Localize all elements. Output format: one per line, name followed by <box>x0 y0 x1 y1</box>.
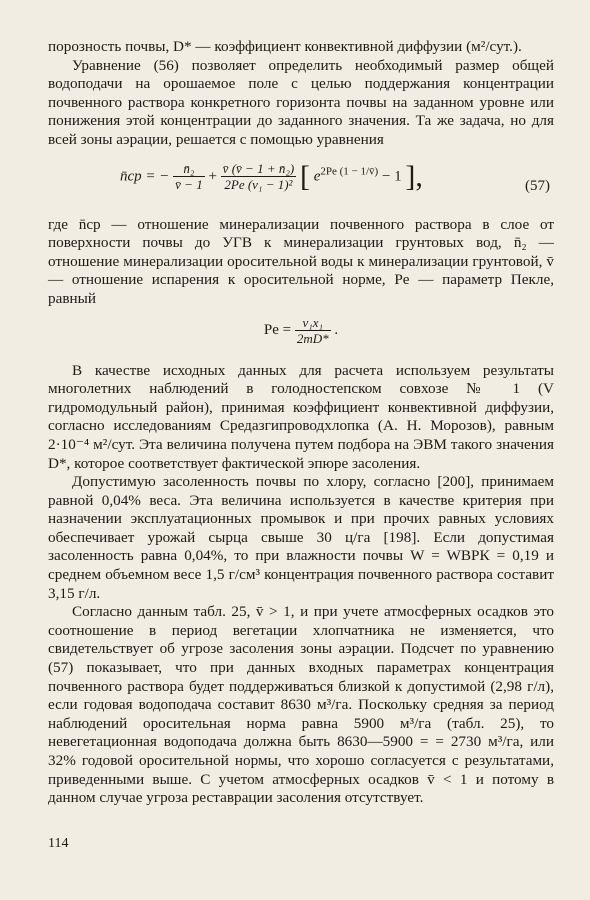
eq-fraction-2 <box>221 161 297 192</box>
pe-den: 2mD* <box>296 330 329 346</box>
equation-57 <box>48 156 554 214</box>
paragraph-definitions: где n̄ср — отношение минерализации почвенного раствора в слое от поверхности почвы до УГВ к минерализации грунтовых вод, n̄₂ — отношение минерализации оросительной воды к минерализации грунтовой, v̄ — отношение испарения к оросительной норме, Pe — параметр Пекле, равный <box>48 215 554 307</box>
paragraph-salinity: Допустимую засоленность почвы по хлору, согласно [200], принимаем равной 0,04% веса. Эта величина используется в качестве критерия при назначении эксплуатационных промывок и при прочих равных условиях обеспечивает урожай сырца свыше 30 ц/га [198]. Если допустимая засоленность равна 0,04%, то при влажности почвы W = WВРК = 0,19 и среднем объемном весе 1,5 г/см³ концентрация почвенного раствора составит 3,15 г/л. <box>48 473 554 602</box>
eq-exp-base: e <box>313 168 321 184</box>
equation-57-body <box>120 160 423 194</box>
pe-lhs: Pe = <box>263 321 292 338</box>
pe-num: v₁x₁ <box>295 315 331 331</box>
pe-tail: . <box>334 321 339 338</box>
eq-minus-one: − 1 <box>381 168 402 184</box>
eq-bracket-open: [ <box>299 159 310 193</box>
eq-f2-num: v̄ (v̄ − 1 + n̄₂) <box>222 161 295 177</box>
paragraph-results: Согласно данным табл. 25, v̄ > 1, и при учете атмосферных осадков это соотношение в период вегетации хлопчатника не изменяется, что свидетельствует об угрозе засоления зоны аэрации. Подсчет по уравнению (57) показывает, что при данных входных параметрах концентрация почвенного раствора будет поддерживаться близкой к допустимой (2,98 г/л), если годовая водоподача составит 8630 м³/га. Поскольку средняя за период наблюдений оросительная норма равна 5900 м³/га (табл. 25), то невегетационная водоподача должна быть 8630—5900 = = 2730 м³/га, или 32% годовой оросительной нормы, что хорошо согласуется с результатами, приведенными выше. С учетом атмосферных осадков v̄ < 1 и потому в данном случае угроза реставрации засоления отсутствует. <box>48 603 554 807</box>
page-number: 114 <box>48 836 69 851</box>
paragraph-continuation: порозность почвы, D* — коэффициент конвективной диффузии (м²/сут.). <box>48 38 522 55</box>
paragraph-input-data: В качестве исходных данных для расчета используем результаты многолетних наблюдений в голодностепском совхозе № 1 (V гидромодульный район), принимая коэффициент конвективной диффузии, согласно исследованиям Средазгипроводхлопка (А. Н. Морозов), равным 2·10⁻⁴ м²/сут. Эта величина получена путем подбора на ЭВМ такого значения D*, которое соответствует фактической эпюре засоления. <box>48 361 554 472</box>
eq-f1-num: n̄₂ <box>173 161 205 177</box>
eq-bracket-close: ], <box>405 159 423 193</box>
eq-f1-den: v̄ − 1 <box>175 177 203 193</box>
eq-plus: + <box>208 168 217 184</box>
equation-peclet <box>48 315 554 346</box>
equation-number: (57) <box>525 177 550 194</box>
eq-fraction-1 <box>173 161 205 192</box>
eq-exponent: 2Pe (1 − 1/v̄) <box>320 165 379 177</box>
eq-f2-den: 2Pe (v₁ − 1)² <box>224 177 293 193</box>
pe-fraction <box>295 315 331 346</box>
paragraph-equation-intro: Уравнение (56) позволяет определить необходимый размер общей водоподачи на орошаемое поле с целью поддержания концентрации почвенного раствора конкретного горизонта почвы на заданном уровне или понижения этой концентрации до заданного значения. Та же задача, но для всей зоны аэрации, решается с помощью уравнения <box>48 56 554 148</box>
eq-lhs: n̄ср = − <box>120 168 170 184</box>
